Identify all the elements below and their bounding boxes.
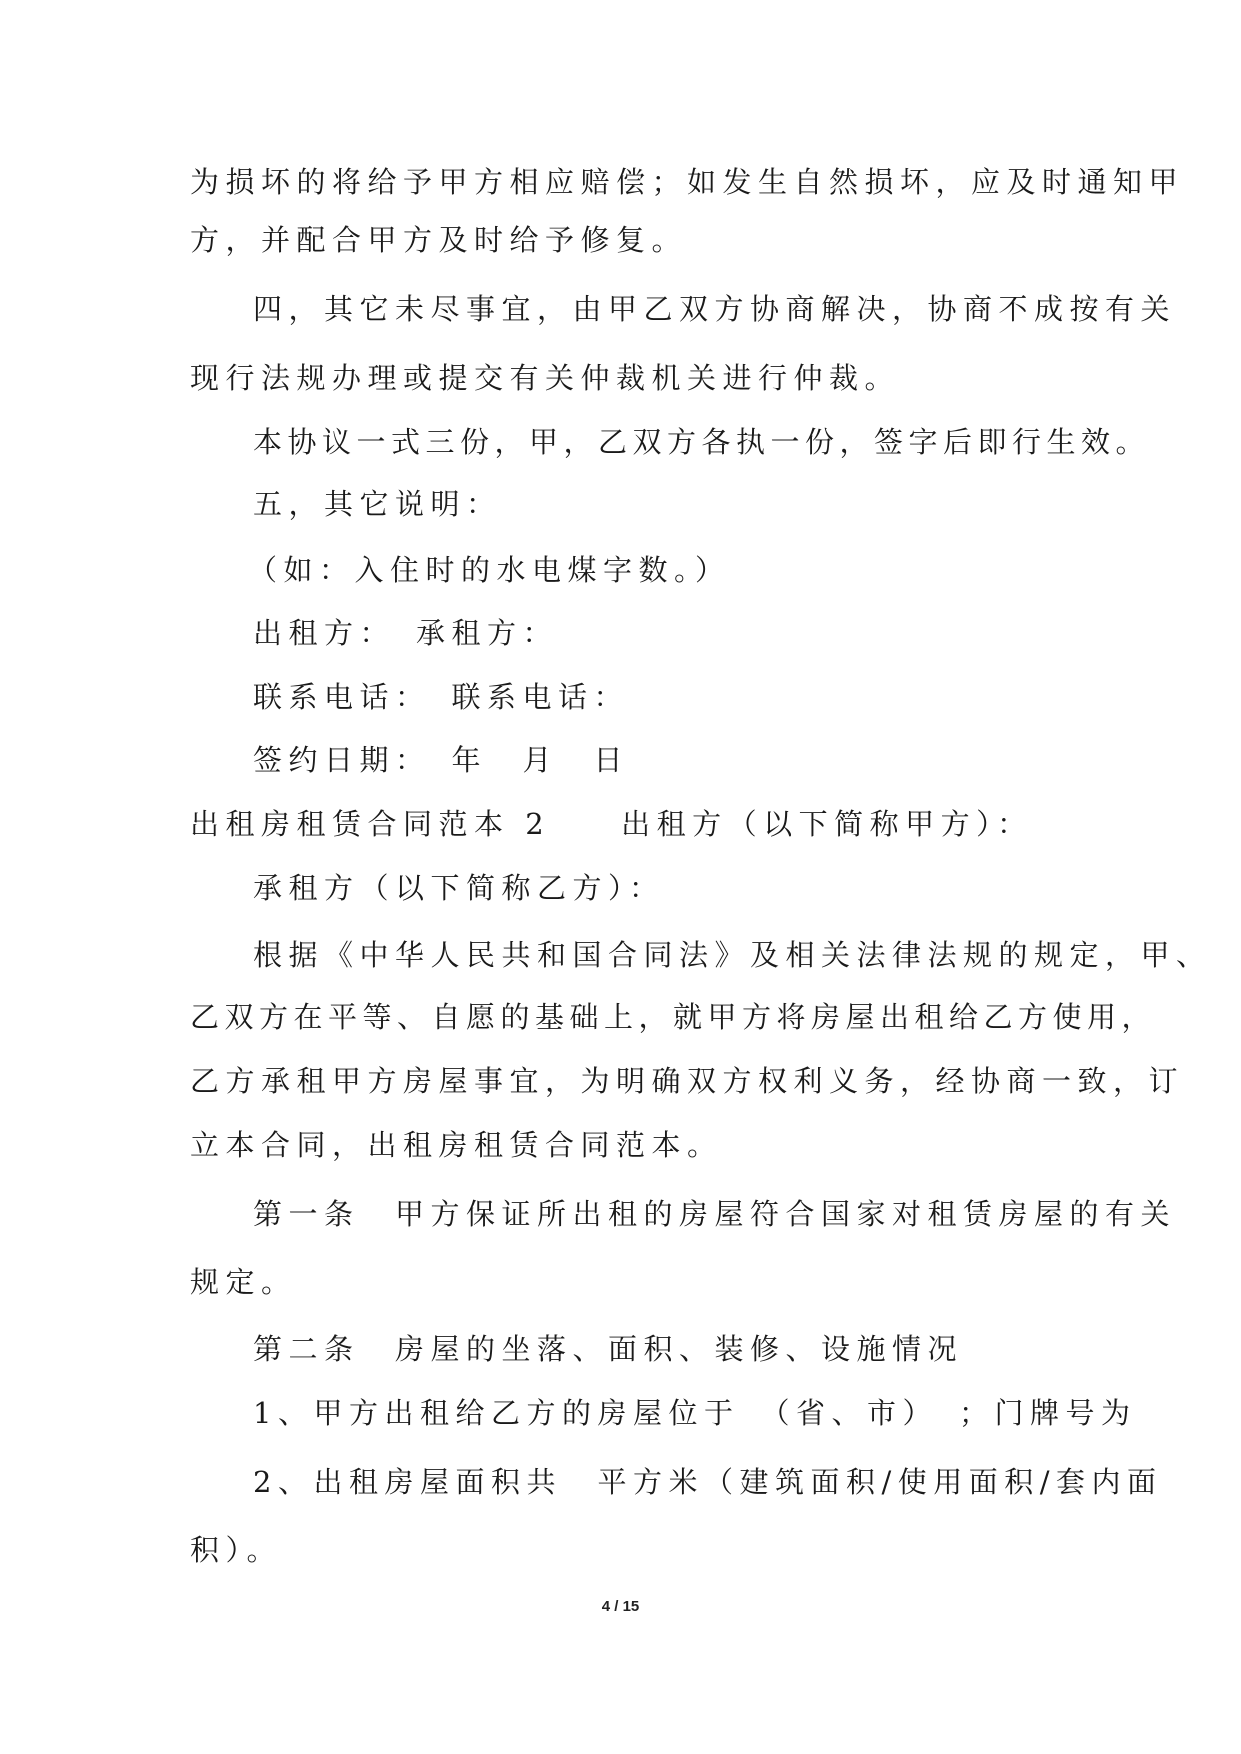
paragraph-line: 四，其它未尽事宜，由甲乙双方协商解决，协商不成按有关: [253, 292, 1177, 326]
article-line: 第二条 房屋的坐落、面积、装修、设施情况: [253, 1332, 964, 1366]
signature-parties-line: 出租方： 承租方：: [253, 616, 559, 650]
paragraph-line: 立本合同，出租房租赁合同范本。: [190, 1128, 723, 1162]
paragraph-line: （如：入住时的水电煤字数。）: [248, 553, 731, 587]
section-heading: 出租房租赁合同范本 2 出租方（以下简称甲方）：: [190, 807, 1033, 841]
paragraph-line: 方，并配合甲方及时给予修复。: [190, 223, 688, 257]
article-line: 第一条 甲方保证所出租的房屋符合国家对租赁房屋的有关: [253, 1197, 1177, 1231]
paragraph-line: 乙方承租甲方房屋事宜，为明确双方权利义务，经协商一致，订: [190, 1064, 1185, 1098]
paragraph-line: 积）。: [190, 1533, 283, 1567]
paragraph-line: 乙双方在平等、自愿的基础上，就甲方将房屋出租给乙方使用，: [190, 1000, 1157, 1034]
paragraph-line: 承租方（以下简称乙方）：: [253, 871, 665, 905]
paragraph-line: 本协议一式三份，甲，乙双方各执一份，签字后即行生效。: [253, 425, 1151, 459]
paragraph-line: 为损坏的将给予甲方相应赔偿；如发生自然损坏，应及时通知甲: [190, 165, 1185, 199]
paragraph-line: 规定。: [190, 1265, 297, 1299]
paragraph-line: 现行法规办理或提交有关仲裁机关进行仲裁。: [190, 361, 901, 395]
paragraph-line: 五，其它说明：: [253, 487, 502, 521]
page-number: 4 / 15: [601, 1598, 640, 1615]
signing-date-line: 签约日期： 年 月 日: [253, 743, 630, 777]
contact-phone-line: 联系电话： 联系电话：: [253, 680, 630, 714]
paragraph-line: 根据《中华人民共和国合同法》及相关法律法规的规定，甲、: [253, 938, 1212, 972]
paragraph-line: 1、甲方出租给乙方的房屋位于 （省、市） ；门牌号为: [253, 1396, 1137, 1430]
paragraph-line: 2、出租房屋面积共 平方米（建筑面积/使用面积/套内面: [253, 1465, 1163, 1499]
